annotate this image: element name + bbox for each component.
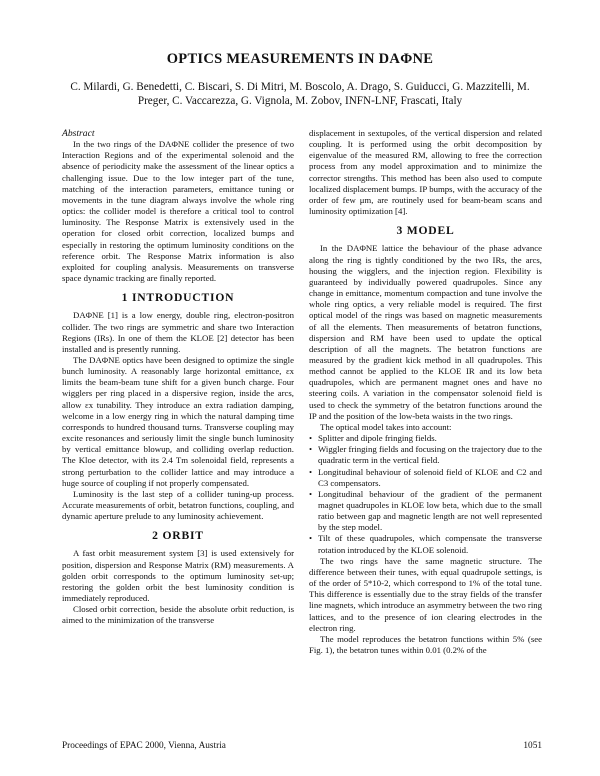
page-number: 1051	[523, 741, 542, 751]
list-item: • Tilt of these quadrupoles, which compensate the transverse rotation introduced by the KLOE solenoid.	[309, 533, 542, 555]
paper-title: OPTICS MEASUREMENTS IN DAΦNE	[166, 51, 434, 67]
orbit-paragraph-2: Closed orbit correction, beside the absolute orbit reduction, is aimed to the minimization of the transverse	[62, 604, 294, 626]
model-bullet-list	[309, 433, 542, 556]
orbit-paragraph-2-continued: displacement in sextupoles, of the vertical dispersion and related coupling. It is performed using the orbit decomposition by eigenvalue of the measured RM, allowing to free the correction process from any model approximation and to minimize the corrector strengths. This method has been also used to compute localized displacement bumps. IP bumps, with the accuracy of the order of few μm, are routinely used for beam-beam scans and luminosity optimization [4].	[309, 128, 542, 217]
author-list: C. Milardi, G. Benedetti, C. Biscari, S. Di Mitri, M. Boscolo, A. Drago, S. Guiducci, G. Mazzitelli, M. Preger, C. Vaccarezza, G. Vignola, M. Zobov, INFN-LNF, Frascati, Italy	[70, 81, 530, 107]
orbit-paragraph-1: A fast orbit measurement system [3] is used extensively for position, dispersion and Response Matrix (RM) measurements. A golden orbit corresponds to the optimum luminosity set-up; restoring the golden orbit the best luminosity condition is immediately reproduced.	[62, 548, 294, 604]
intro-paragraph-1: DAΦNE [1] is a low energy, double ring, electron-positron collider. The two rings are symmetric and share two Interaction Regions (IRs). In one of them the KLOE [2] detector has been installed and is presently running.	[62, 310, 294, 354]
model-paragraph-2: The optical model takes into account:	[320, 421, 452, 432]
model-paragraph-1: In the DAΦNE lattice the behaviour of the phase advance along the ring is tightly conditioned by the two IRs, the arcs, housing the wigglers, and the injection region. Flexibility is guaranteed by individually powered quadrupoles. Since any change in emittance, momentum compaction and tune involve the whole ring optics, a very reliable model is required. The first optical model of the rings was based on magnetic measurements of all the elements. Then measurements of betatron functions, dispersion and RM have been used to update the optical description of all the magnets. The betatron functions are measured by the gradient kick method in all quadrupoles. This method cannot be applied to the KLOE IR and its low beta quadrupoles, which are permanent magnet ones and have no steering coils. A variation in the compensator solenoid field is used to check the symmetry of the betatron functions around the IP and the position of the low-beta waists in the two rings.	[309, 243, 542, 421]
list-item: • Wiggler fringing fields and focusing on the trajectory due to the quadratic term in the vertical field.	[309, 444, 542, 466]
orbit-heading: 2 ORBIT	[152, 529, 204, 543]
intro-paragraph-2: The DAΦNE optics have been designed to optimize the single bunch luminosity. A reasonably large horizontal emittance, εx limits the beam-beam tune shift for a given bunch charge. Four wigglers per ring placed in a dispersive region, inside the arcs, allow εx tunability. They introduce an extra radiation damping, welcome in a low energy ring in which the natural damping time corresponds to hundred thousand turns. Transverse coupling may excite resonances and seriously limit the single bunch luminosity by vertical emittance blowup, and colliding overlap reduction. The Kloe detector, with its 2.4 Tm solenoidal field, represents a strong perturbation to the collider lattice and may introduce a huge source of coupling if not properly compensated.	[62, 354, 294, 488]
left-column	[62, 128, 294, 627]
footer-proceedings: Proceedings of EPAC 2000, Vienna, Austria	[62, 741, 226, 751]
right-column	[309, 128, 542, 656]
abstract-heading: Abstract	[62, 128, 95, 139]
list-item: • Longitudinal behaviour of solenoid field of KLOE and C2 and C3 compensators.	[309, 467, 542, 489]
model-heading: 3 MODEL	[396, 224, 455, 238]
model-paragraph-4: The model reproduces the betatron functions within 5% (see Fig. 1), the betatron tunes within 0.01 (0.2% of the	[309, 633, 542, 656]
introduction-heading: 1 INTRODUCTION	[121, 291, 235, 305]
model-paragraph-3: The two rings have the same magnetic structure. The difference between their tunes, with equal quadrupole settings, is of the order of 5*10-2, which correspond to 1% of the total tune. This difference is essentially due to the stray fields of the transfer line magnets, which introduce an asymmetry between the two ring lattices, and to the presence of ion clearing electrodes in the electron ring.	[309, 555, 542, 633]
list-item: • Longitudinal behaviour of the gradient of the permanent magnet quadrupoles in KLOE low beta, which due to the small ratio between gap and magnetic length are not well represented by the step model.	[309, 489, 542, 534]
list-item: • Splitter and dipole fringing fields.	[309, 433, 542, 444]
abstract-text: In the two rings of the DAΦNE collider the presence of two Interaction Regions and of the experimental solenoid and the absence of periodicity make the assessment of the linear optics a challenging issue. Due to the low integer part of the tune, matching of the interaction parameters, emittance tuning or movements in the tune diagram always involve the whole ring optics: the collider model is therefore a critical tool to control luminosity. The Response Matrix is extensively used in the operation for closed orbit correction, localized bumps and especially in restoring the optimum luminosity conditions on the reference orbit. The Response Matrix information is also exploited for coupling analysis. Measurements on transverse space dynamic tracking are finally reported.	[62, 139, 294, 284]
intro-paragraph-3: Luminosity is the last step of a collider tuning-up process. Accurate measurements of orbit, betatron functions, coupling, and dynamic aperture prelude to any luminosity achievement.	[62, 488, 294, 522]
